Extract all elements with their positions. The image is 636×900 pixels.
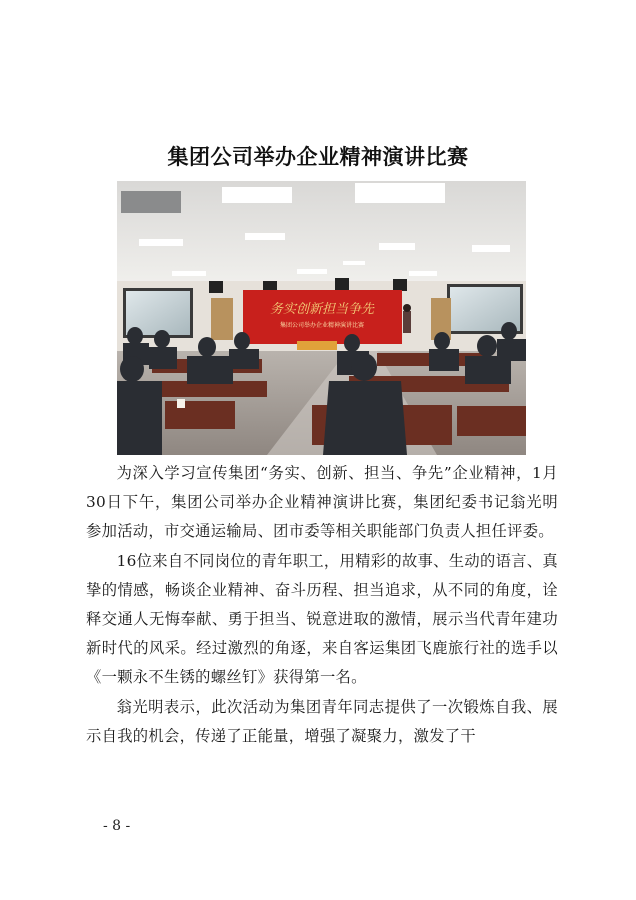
paragraph: 16位来自不同岗位的青年职工，用精彩的故事、生动的语言、真挚的情感，畅谈企业精神、奋斗历程、担当追求，从不同的角度，诠释交通人无悔奉献、勇于担当、锐意进取的激情，展示当代青年建功新时代的风采。经过激烈的角逐，来自客运集团飞鹿旅行社的选手以《一颗永不生锈的螺丝钉》获得第一名。 (86, 551, 558, 687)
paragraph: 为深入学习宣传集团“务实、创新、担当、争先”企业精神，1月30日下午，集团公司举办企业精神演讲比赛，集团纪委书记翁光明参加活动，市交通运输局、团市委等相关职能部门负责人担任评委。 (86, 464, 558, 541)
event-photo (117, 181, 526, 455)
page-number: - 8 - (103, 818, 131, 834)
paragraph: 翁光明表示，此次活动为集团青年同志提供了一次锻炼自我、展示自我的机会，传递了正能量，增强了凝聚力，激发了干 (86, 697, 558, 745)
article-title: 集团公司举办企业精神演讲比赛 (167, 144, 469, 169)
article-body (86, 459, 558, 751)
banner-subtitle: 集团公司举办企业精神演讲比赛 (279, 322, 365, 329)
banner-slogan: 务实创新担当争先 (269, 302, 375, 317)
